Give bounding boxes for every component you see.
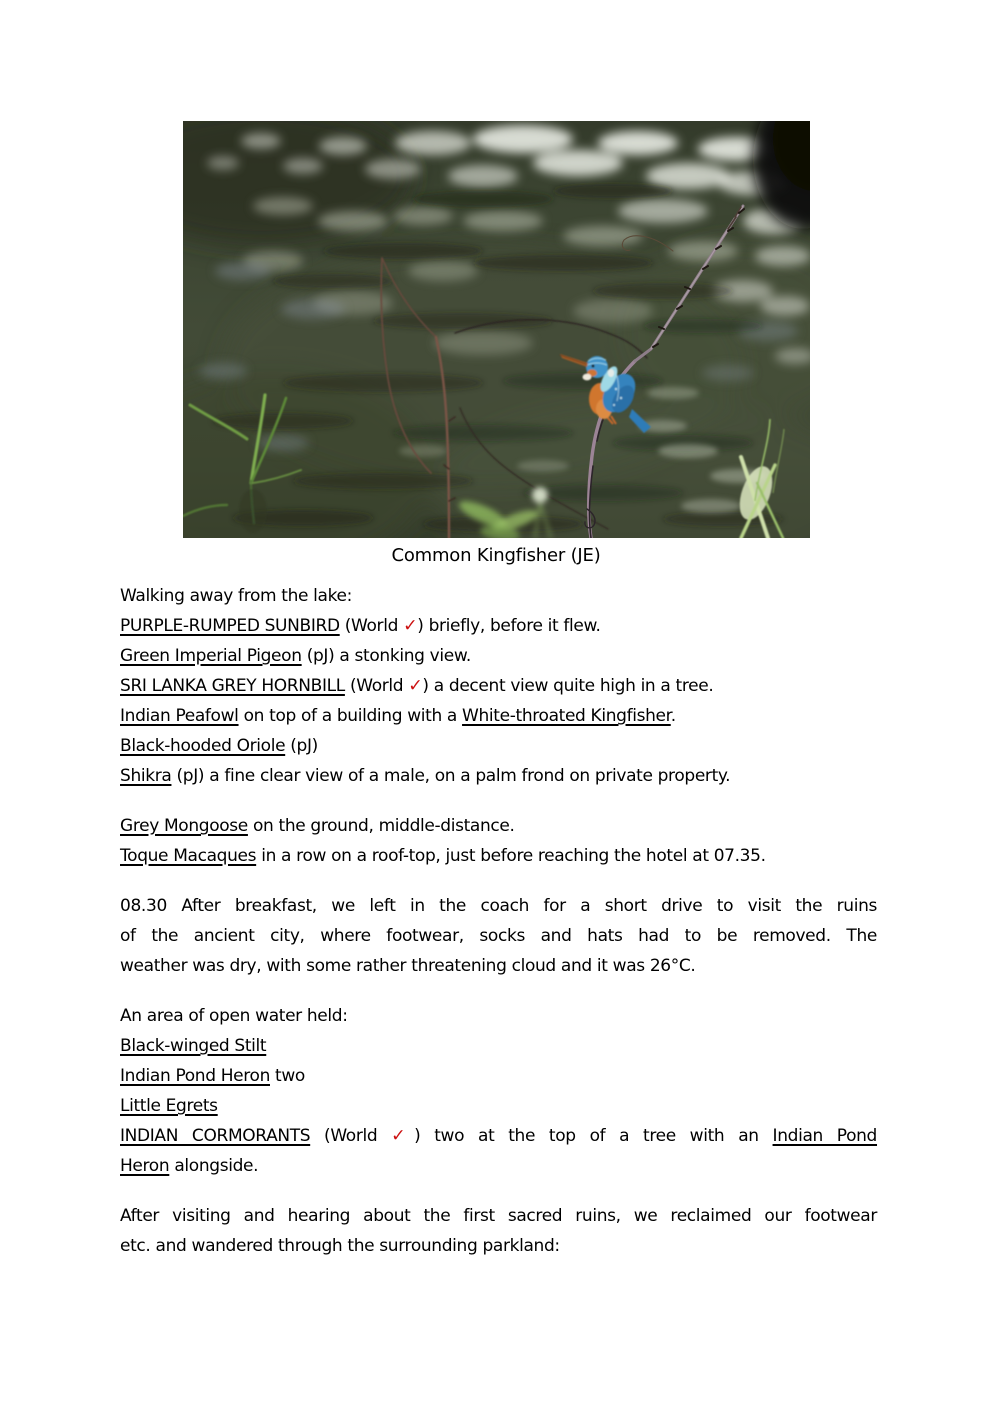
bird-chin [583, 374, 592, 381]
text-line [120, 731, 877, 761]
checkmark-icon: ✓ [408, 676, 423, 696]
text-line [120, 581, 877, 611]
species-name: Heron [120, 1156, 170, 1176]
text-run: ) briefly, before it flew. [417, 616, 601, 636]
text-line [120, 641, 877, 671]
text-run: (World [339, 616, 404, 636]
text-run: on the ground, middle-distance. [247, 816, 515, 836]
text-run: (World [344, 676, 409, 696]
species-name: Indian Pond [772, 1126, 878, 1146]
species-name: Indian Pond Heron [120, 1066, 270, 1086]
paragraph-block [120, 891, 877, 981]
species-name: PURPLE-RUMPED SUNBIRD [120, 616, 340, 636]
species-name: White-throated Kingfisher [462, 706, 671, 726]
species-name: SRI LANKA GREY HORNBILL [120, 676, 345, 696]
text-line [120, 841, 877, 871]
species-name: Little Egrets [120, 1096, 218, 1116]
text-run: weather was dry, with some rather threatening cloud and it was 26°C. [120, 956, 696, 976]
text-line [120, 671, 877, 701]
text-line [120, 1031, 877, 1061]
text-run: (pJ) [285, 736, 318, 756]
text-run: . [670, 706, 676, 726]
species-name: Green Imperial Pigeon [120, 646, 302, 666]
text-run: Walking away from the lake: [120, 586, 352, 606]
paragraph-block [120, 811, 877, 871]
text-run: (pJ) a fine clear view of a male, on a palm frond on private property. [171, 766, 731, 786]
bird-nape-spot [608, 369, 614, 377]
species-name: Indian Peafowl [120, 706, 239, 726]
text-line [120, 921, 877, 951]
paragraph-block [120, 581, 877, 791]
text-line [120, 761, 877, 791]
bird-eye [592, 365, 595, 368]
text-line [120, 1001, 877, 1031]
kingfisher-photo-art [183, 121, 810, 538]
text-line [120, 1121, 877, 1151]
text-run: 08.30 After breakfast, we left in the coach for a short drive to visit the ruins [120, 896, 877, 916]
species-name: INDIAN CORMORANTS [120, 1126, 311, 1146]
checkmark-icon: ✓ [403, 616, 418, 636]
paragraph-block [120, 1001, 877, 1181]
text-line [120, 1061, 877, 1091]
text-run: ) a decent view quite high in a tree. [422, 676, 714, 696]
text-run: of the ancient city, where footwear, socks and hats had to be removed. The [120, 926, 877, 946]
text-run: After visiting and hearing about the first sacred ruins, we reclaimed our footwear [120, 1206, 877, 1226]
text-run: (World [310, 1126, 392, 1146]
species-name: Toque Macaques [120, 846, 257, 866]
species-name: Black-winged Stilt [120, 1036, 267, 1056]
text-run: two [270, 1066, 305, 1086]
text-run: ) two at the top of a tree with an [414, 1126, 773, 1146]
paragraph-block [120, 1201, 877, 1261]
text-line [120, 1231, 877, 1261]
species-name: Black-hooded Oriole [120, 736, 286, 756]
photo-caption: Common Kingfisher (JE) [391, 545, 601, 566]
text-run: (pJ) a stonking view. [301, 646, 471, 666]
text-run: alongside. [169, 1156, 259, 1176]
text-line [120, 701, 877, 731]
text-line [120, 891, 877, 921]
text-line [120, 1091, 877, 1121]
text-run: etc. and wandered through the surrounding parkland: [120, 1236, 560, 1256]
text-run: on top of a building with a [238, 706, 463, 726]
species-name: Grey Mongoose [120, 816, 248, 836]
text-line [120, 951, 877, 981]
text-run: An area of open water held: [120, 1006, 348, 1026]
species-name: Shikra [120, 766, 172, 786]
text-run: in a row on a roof-top, just before reaching the hotel at 07.35. [256, 846, 766, 866]
kingfisher-photo [183, 121, 810, 538]
text-line [120, 811, 877, 841]
text-line [120, 1201, 877, 1231]
text-line [120, 611, 877, 641]
text-line [120, 1151, 877, 1181]
checkmark-icon: ✓ [391, 1126, 415, 1146]
document-body [120, 581, 877, 1261]
